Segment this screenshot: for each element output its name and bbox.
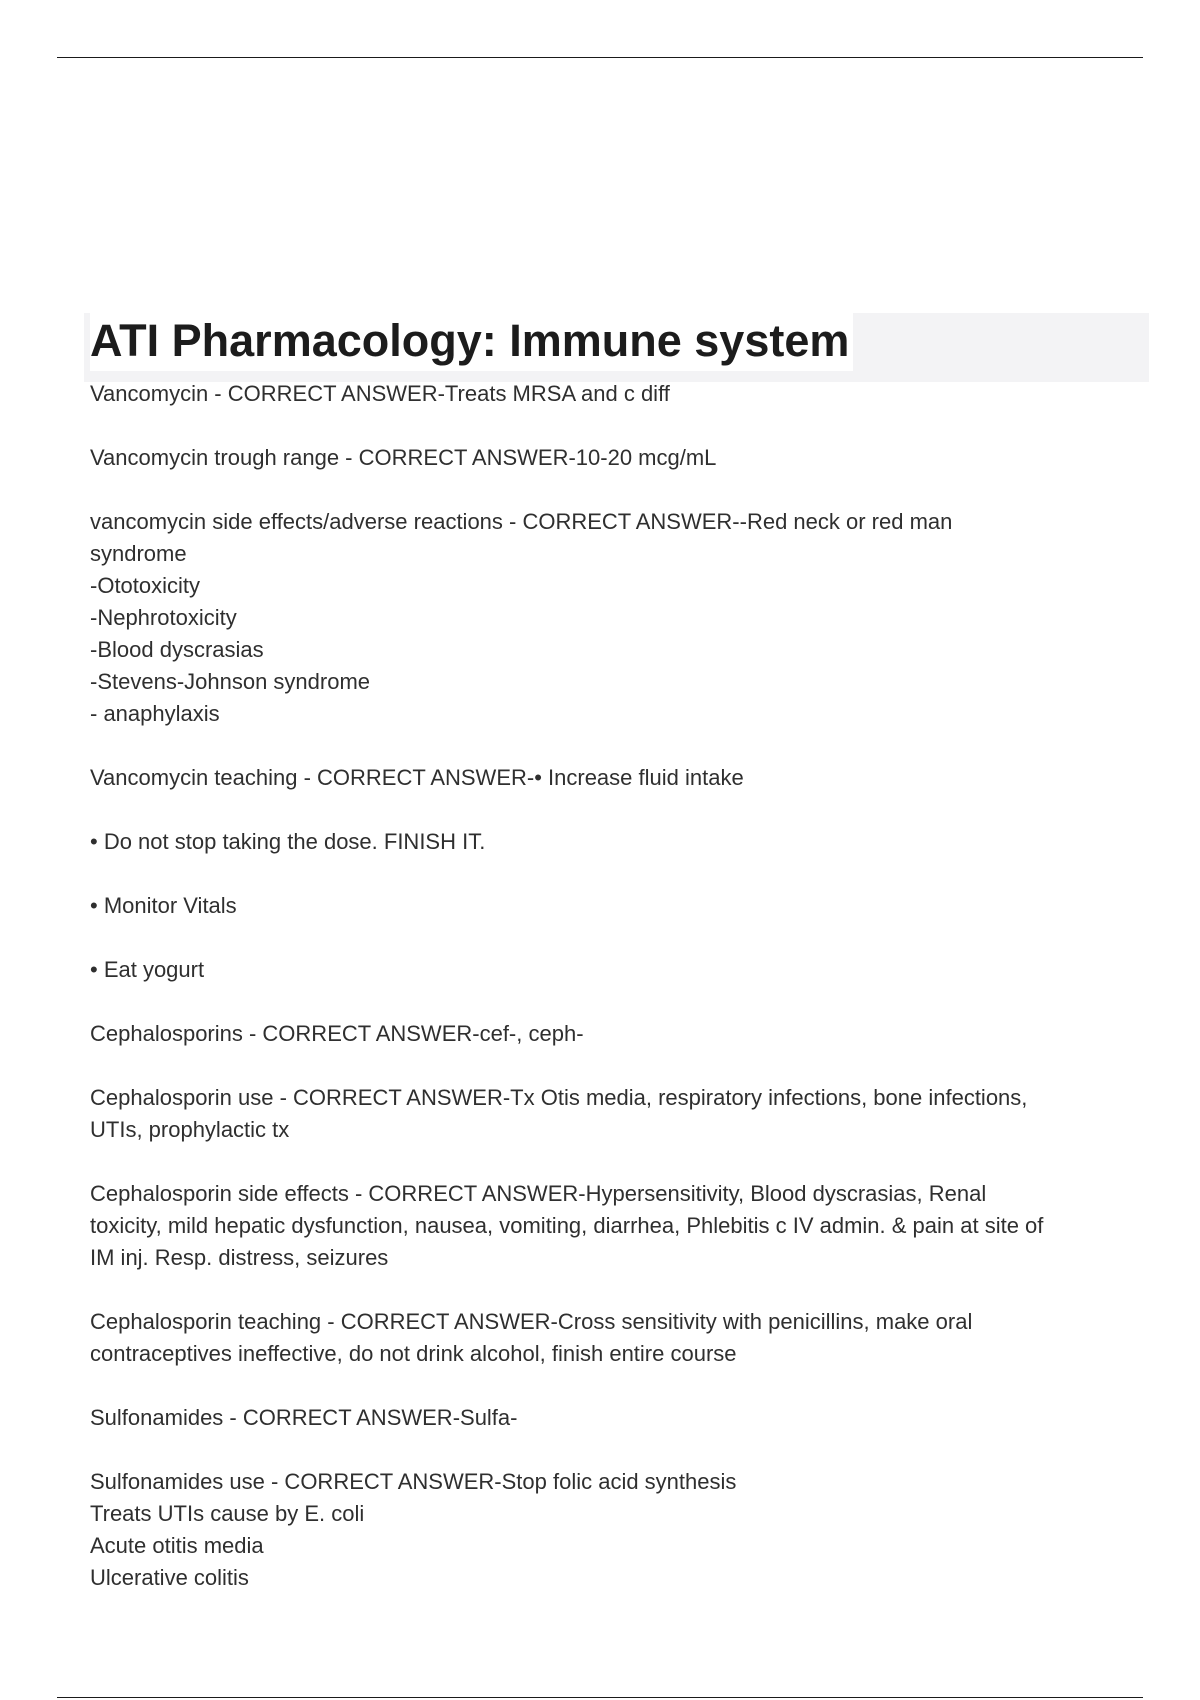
bottom-rule xyxy=(57,1697,1143,1698)
entry-line: Vancomycin teaching - CORRECT ANSWER-• Increase fluid intake xyxy=(90,765,744,790)
flashcard-entry xyxy=(90,890,1150,922)
entry-line: • Monitor Vitals xyxy=(90,893,237,918)
flashcard-entry xyxy=(90,762,1150,794)
top-rule xyxy=(57,57,1143,58)
entry-line: Cephalosporin use - CORRECT ANSWER-Tx Otis media, respiratory infections, bone infections, xyxy=(90,1085,1028,1110)
entry-line: UTIs, prophylactic tx xyxy=(90,1117,290,1142)
flashcard-entry xyxy=(90,954,1150,986)
entry-line: Vancomycin trough range - CORRECT ANSWER-10-20 mcg/mL xyxy=(90,445,717,470)
entry-line: Cephalosporins - CORRECT ANSWER-cef-, ceph- xyxy=(90,1021,584,1046)
entry-line: Sulfonamides use - CORRECT ANSWER-Stop folic acid synthesis xyxy=(90,1469,737,1494)
flashcard-entry xyxy=(90,1402,1150,1434)
flashcard-entry xyxy=(90,442,1150,474)
entry-line: -Blood dyscrasias xyxy=(90,637,264,662)
flashcard-entry xyxy=(90,506,1150,730)
flashcard-entry xyxy=(90,1466,1150,1594)
entry-line: contraceptives ineffective, do not drink alcohol, finish entire course xyxy=(90,1341,737,1366)
entry-line: -Stevens-Johnson syndrome xyxy=(90,669,371,694)
entry-line: -Ototoxicity xyxy=(90,573,201,598)
entry-line: Vancomycin - CORRECT ANSWER-Treats MRSA and c diff xyxy=(90,381,670,406)
flashcard-entry xyxy=(90,378,1150,410)
page-title: ATI Pharmacology: Immune system xyxy=(90,311,853,371)
flashcard-entry xyxy=(90,1018,1150,1050)
flashcard-entry xyxy=(90,1082,1150,1146)
entry-line: Cephalosporin side effects - CORRECT ANSWER-Hypersensitivity, Blood dyscrasias, Renal xyxy=(90,1181,987,1206)
entry-line: Cephalosporin teaching - CORRECT ANSWER-Cross sensitivity with penicillins, make oral xyxy=(90,1309,973,1334)
entry-line: Acute otitis media xyxy=(90,1533,264,1558)
entry-line: syndrome xyxy=(90,541,187,566)
entry-line: - anaphylaxis xyxy=(90,701,220,726)
entry-line: • Do not stop taking the dose. FINISH IT. xyxy=(90,829,486,854)
entry-line: -Nephrotoxicity xyxy=(90,605,237,630)
entry-line: Ulcerative colitis xyxy=(90,1565,249,1590)
entry-line: • Eat yogurt xyxy=(90,957,205,982)
flashcard-entry xyxy=(90,826,1150,858)
entry-line: vancomycin side effects/adverse reactions - CORRECT ANSWER--Red neck or red man xyxy=(90,509,953,534)
flashcard-list xyxy=(90,378,1150,1626)
entry-line: toxicity, mild hepatic dysfunction, nausea, vomiting, diarrhea, Phlebitis c IV admin. & pain at site of xyxy=(90,1213,1044,1238)
entry-line: Sulfonamides - CORRECT ANSWER-Sulfa- xyxy=(90,1405,518,1430)
flashcard-entry xyxy=(90,1178,1150,1274)
flashcard-entry xyxy=(90,1306,1150,1370)
entry-line: IM inj. Resp. distress, seizures xyxy=(90,1245,389,1270)
entry-line: Treats UTIs cause by E. coli xyxy=(90,1501,365,1526)
